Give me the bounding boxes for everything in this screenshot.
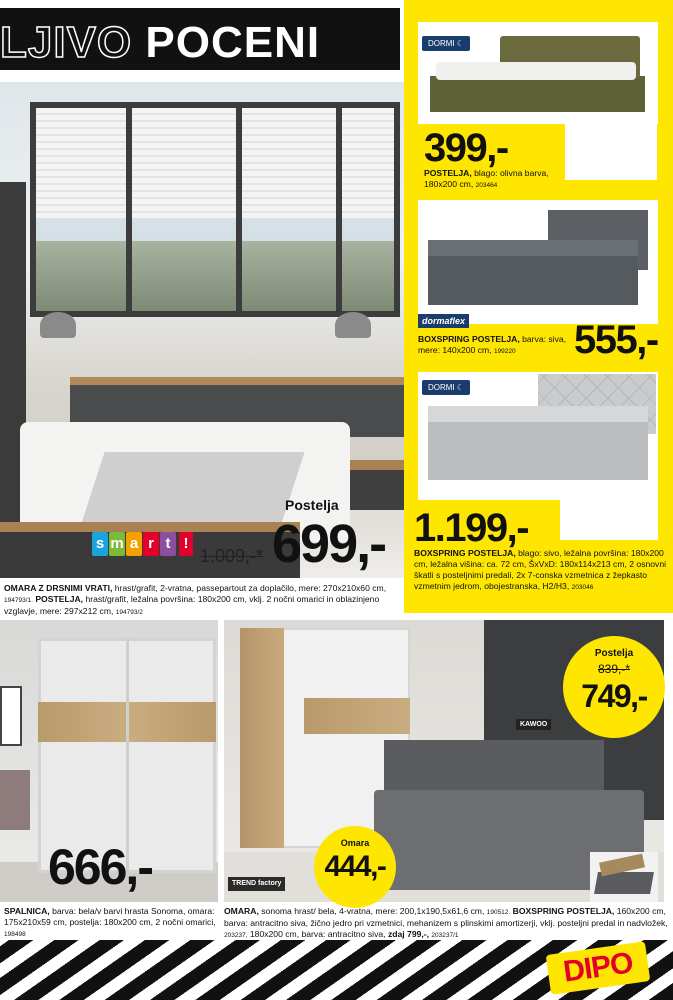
- window: [30, 102, 400, 317]
- trend-factory-logo: TREND factory: [228, 877, 285, 891]
- product-text: hrast/grafit, 2-vratna, passepartout za doplačilo, mere: 270x210x60 cm,: [112, 583, 387, 593]
- smart-letter: a: [126, 532, 142, 556]
- window-frame: [126, 108, 132, 311]
- header-banner: [0, 8, 400, 70]
- storage-bed-inset: [565, 120, 657, 180]
- bed-frame: [430, 76, 645, 112]
- product-name: POSTELJA,: [35, 594, 84, 604]
- price-grey-boxspring: 555,-: [574, 318, 658, 362]
- headline-solid-word: POCENI: [145, 18, 321, 67]
- bubble-price: 444,-: [324, 850, 386, 883]
- wall-art: [0, 686, 22, 746]
- oak-door: [240, 628, 284, 848]
- grey-boxspring-image: [428, 210, 652, 310]
- product-code: 203237/1: [431, 932, 459, 939]
- desc-bedroom-set: [4, 906, 218, 940]
- product-text: barva: bela/v barvi hrasta Sonoma, omara: 175x210x59 cm, postelja: 180x200 cm, 2 nočni omarici,: [4, 906, 216, 927]
- dormaflex-brand-logo: dormaflex: [418, 314, 469, 328]
- window-frame: [336, 108, 342, 311]
- bed-base: [428, 418, 648, 480]
- product-code: 203237,: [224, 932, 248, 939]
- storage-drawer-inset: [560, 490, 658, 540]
- product-code: 203046: [571, 584, 594, 591]
- oak-panel: [304, 698, 410, 734]
- storage-bed-inset: [590, 852, 658, 902]
- product-code: 194793/2: [115, 609, 143, 616]
- topper: [428, 240, 638, 256]
- price-bubble-wardrobe: [314, 826, 396, 908]
- headline-outline-word: LJIVO: [0, 18, 133, 67]
- armchair: [0, 770, 30, 830]
- smart-letter: s: [92, 532, 108, 556]
- product-text: 180x200 cm, barva: antracitno siva,: [247, 929, 386, 939]
- desc-wardrobe-boxspring: [224, 906, 670, 941]
- price-light-boxspring: 1.199,-: [414, 506, 529, 550]
- smart-letter: r: [143, 532, 159, 556]
- product-text: 160x200 cm, barva: antracitno siva, žično jedro pri vzmetnici, mehanizem s plinskimi amortizerji, vklj. posteljni predal in nadvložek,: [224, 906, 668, 928]
- pendant-lamp: [40, 312, 76, 338]
- desc-grey-boxspring: [418, 334, 568, 357]
- product-code: 203464: [475, 182, 498, 189]
- product-name: SPALNICA,: [4, 906, 50, 916]
- window-frame: [236, 108, 242, 311]
- sale-price: zdaj 799,-,: [387, 929, 430, 939]
- hero-old-price: 1.009,-*: [200, 546, 264, 566]
- product-text: blago: sivo, ležalna površina: 180x200 cm, ležalna višina: ca. 72 cm, ŠxVxD: 180x114x213 cm, 2 osnovni škatli s posteljnimi predali, 2x 7-conska vzmetnica z žepkasto vzmetnim jedrom, obojestranska, H2/H3,: [414, 548, 667, 591]
- dormi-brand-logo: DORMI ☾: [422, 380, 470, 395]
- product-code: 194793/1.: [4, 597, 33, 604]
- bed-base: [428, 250, 638, 305]
- bubble-label: Postelja: [594, 648, 634, 659]
- product-code: 199220: [493, 348, 516, 355]
- smart-letter: t: [160, 532, 176, 556]
- product-name: OMARA,: [224, 906, 259, 916]
- mattress: [436, 62, 636, 80]
- hero-bedroom-photo: [0, 82, 404, 578]
- smart-letter: m: [109, 532, 125, 556]
- product-text: hrast/grafit, ležalna površina: 180x200 cm, vklj. 2 nočni omarici in oblazinjeno vzglavje, mere: 297x212 cm,: [4, 594, 380, 616]
- price-bubble-bed: [563, 636, 665, 738]
- product-text: sonoma hrast/ bela, 4-vratna, mere: 200,1x190,5x61,6 cm,: [258, 906, 485, 916]
- topper: [428, 406, 648, 422]
- product-code: 190512.: [486, 909, 511, 916]
- product-name: BOXSPRING POSTELJA,: [418, 334, 520, 344]
- product-text: blago: olivna barva, 180x200 cm,: [424, 168, 549, 189]
- bubble-price: 749,-: [581, 678, 647, 714]
- kawoo-brand-logo: KAWOO: [516, 719, 551, 730]
- smart-logo: [92, 532, 193, 556]
- product-name: POSTELJA,: [424, 168, 472, 178]
- smart-letter: !: [179, 532, 193, 556]
- hero-description: [4, 583, 404, 618]
- hero-price-label: Postelja: [285, 497, 339, 513]
- product-name: OMARA Z DRSNIMI VRATI,: [4, 583, 113, 593]
- headboard: [384, 740, 604, 796]
- headline: [0, 18, 320, 68]
- dormi-brand-logo: DORMI ☾: [422, 36, 470, 51]
- price-olive-bed: 399,-: [424, 126, 508, 170]
- pendant-lamp: [335, 312, 371, 338]
- bubble-label: Omara: [340, 838, 370, 848]
- product-code: 198498: [4, 931, 26, 938]
- desc-light-boxspring: [414, 548, 670, 593]
- hero-price: 699,-: [272, 514, 386, 574]
- product-name: BOXSPRING POSTELJA,: [512, 906, 615, 916]
- bubble-old-price: 839,-*: [597, 662, 631, 676]
- product-name: BOXSPRING POSTELJA,: [414, 548, 516, 558]
- dipo-logo-text: DIPO: [561, 946, 635, 989]
- desc-olive-bed: [424, 168, 564, 191]
- product-text: barva: siva, mere: 140x200 cm,: [418, 334, 567, 355]
- price-bedroom-set: 666,-: [48, 839, 152, 895]
